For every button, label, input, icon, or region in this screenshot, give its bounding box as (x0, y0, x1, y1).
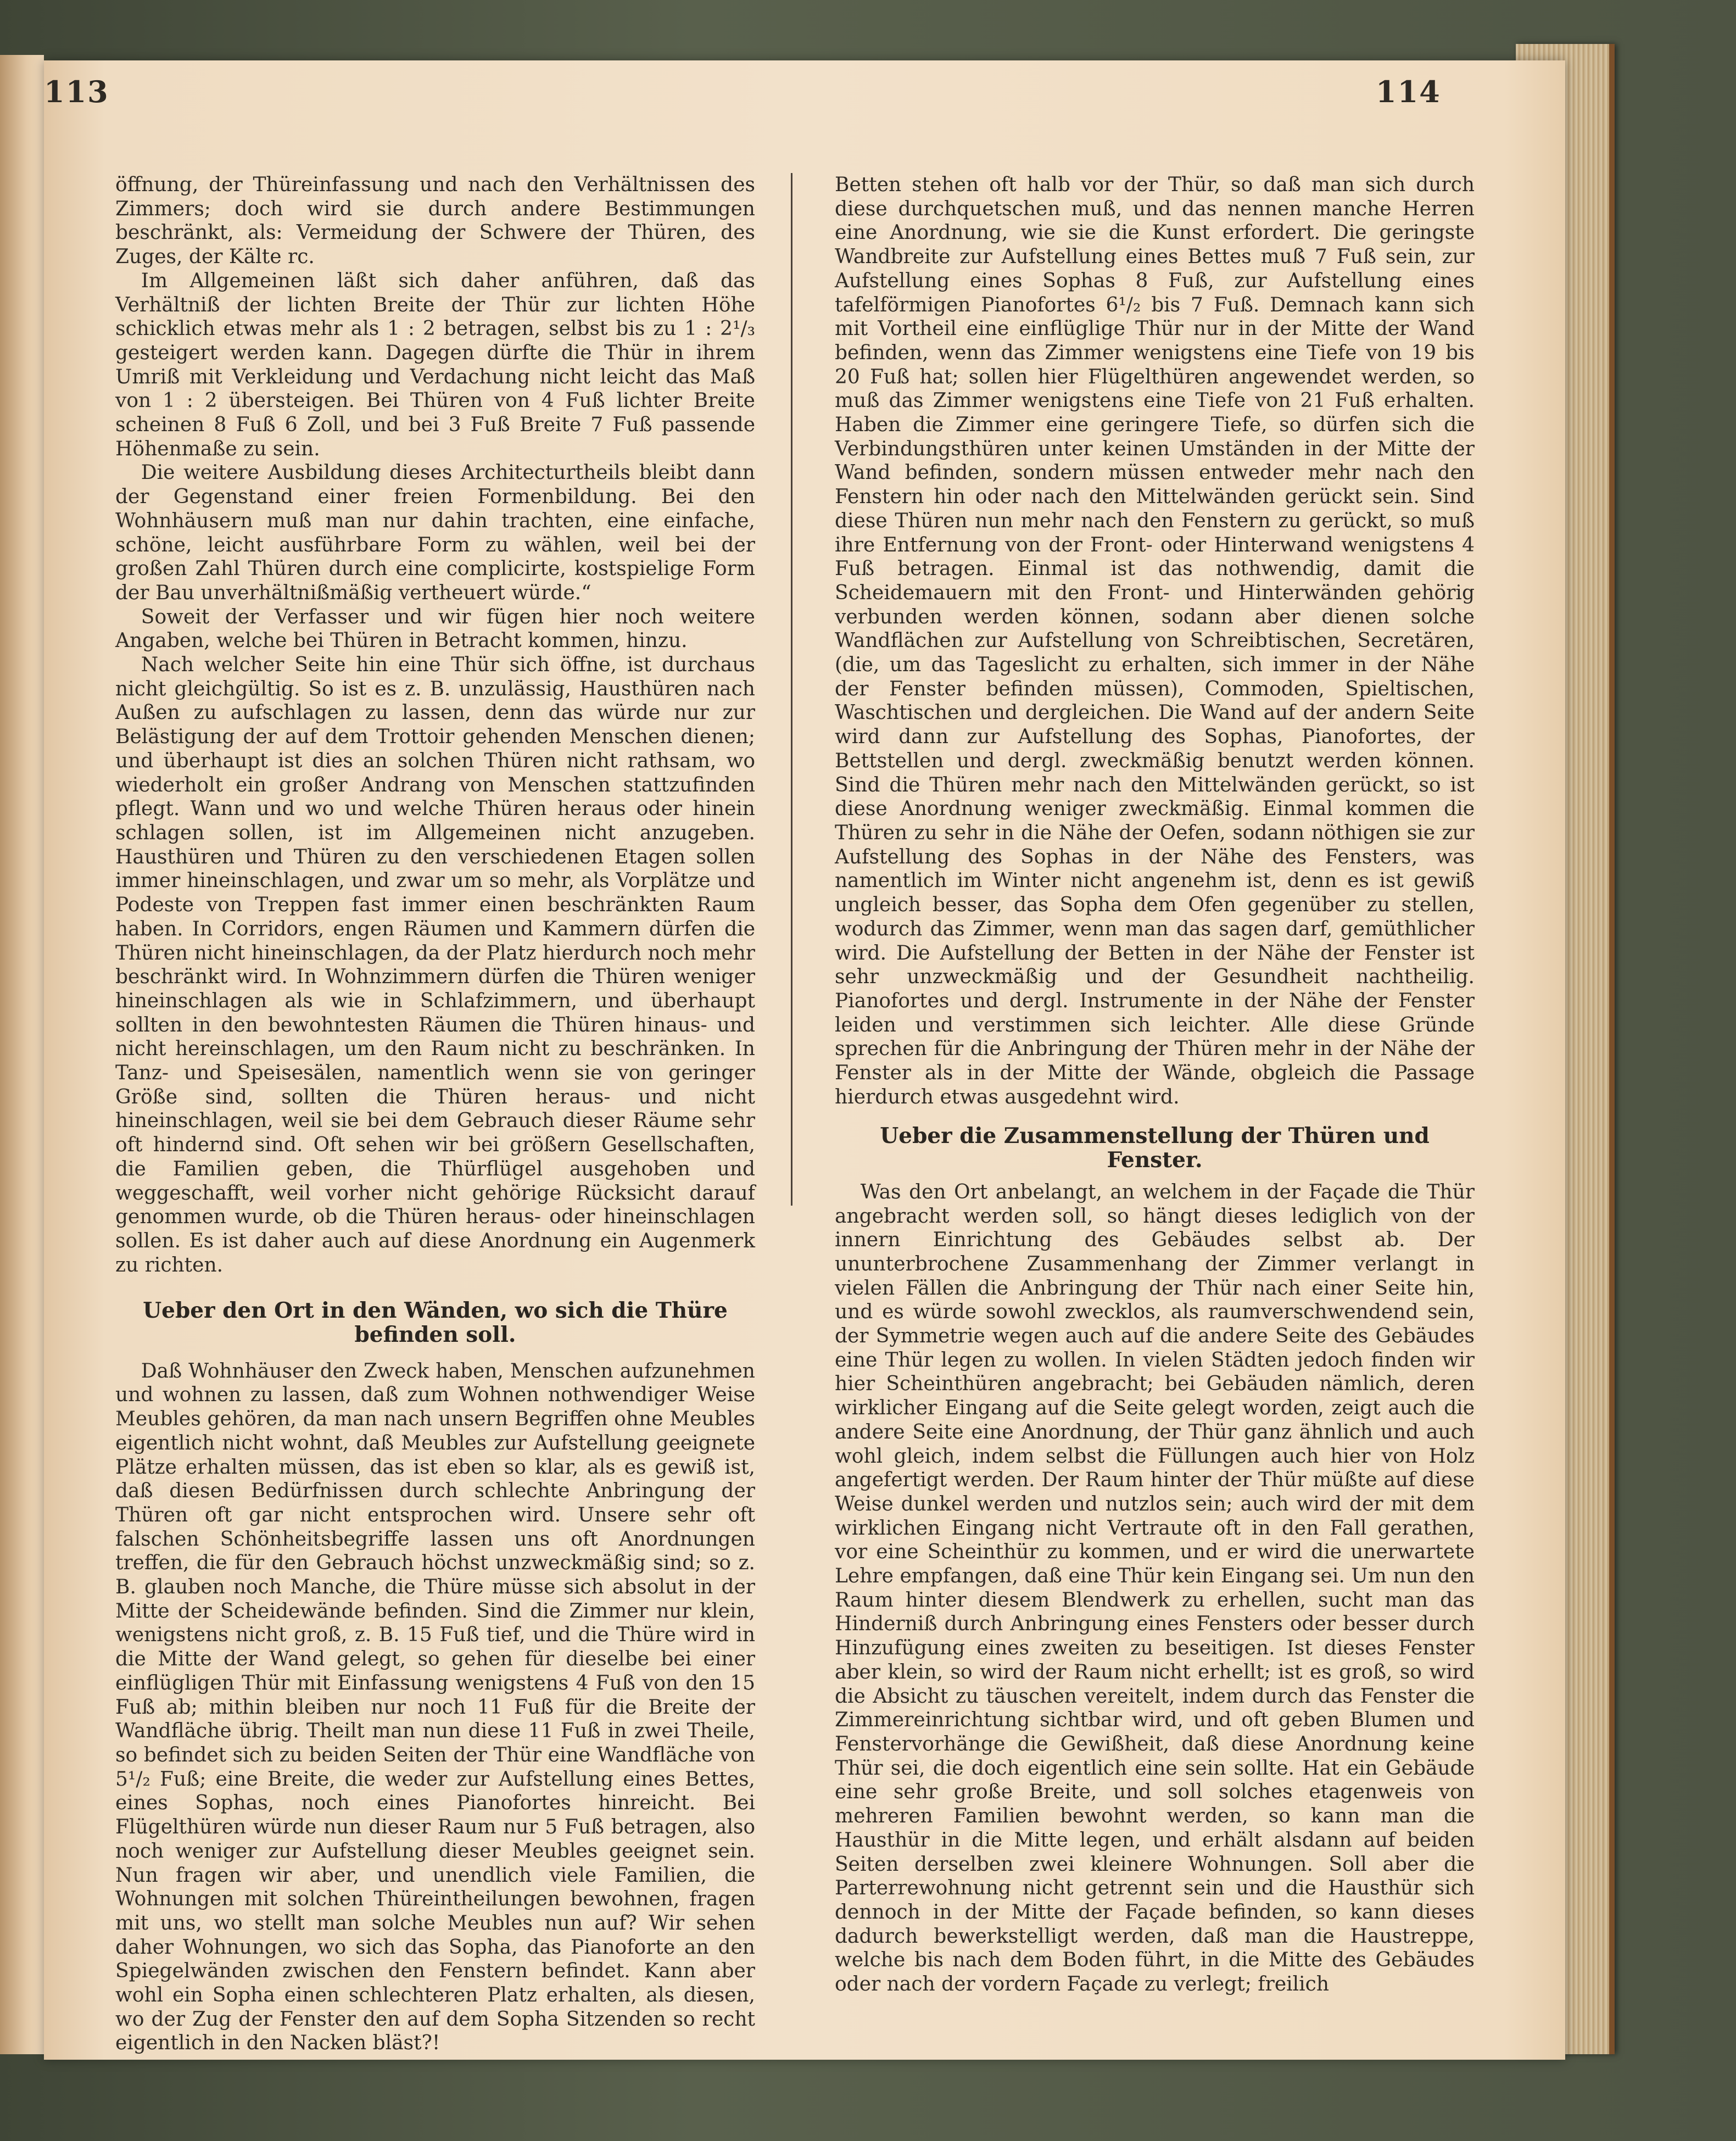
paragraph: Die weitere Ausbildung dieses Architecturtheils bleibt dann der Gegenstand einer freien Formenbildung. Bei den Wohnhäusern muß man nur dahin trachten, eine einfache, schöne, leicht ausführbare Form zu wählen, weil bei der großen Zahl Thüren durch eine complicirte, kostspielige Form der Bau unverhältnißmäßig vertheuert würde.“ (115, 461, 755, 604)
previous-page-edge (0, 55, 44, 2054)
paragraph: Nach welcher Seite hin eine Thür sich öffne, ist durchaus nicht gleichgültig. So ist es z. B. unzulässig, Hausthüren nach Außen zu aufschlagen zu lassen, denn das würde nur zur Belästigung der auf dem Trottoir gehenden Menschen dienen; und überhaupt ist dies an solchen Thüren nicht rathsam, wo wiederholt ein großer Andrang von Menschen stattzufinden pflegt. Wann und wo und welche Thüren heraus oder hinein schlagen sollen, ist im Allgemeinen nicht anzugeben. Hausthüren und Thüren zu den verschiedenen Etagen sollen immer hineinschlagen, und zwar um so mehr, als Vorplätze und Podeste von Treppen fast immer einen beschränkten Raum haben. In Corridors, engen Räumen und Kammern dürfen die Thüren nicht hineinschlagen, da der Platz hierdurch noch mehr beschränkt wird. In Wohnzimmern dürfen die Thüren weniger hineinschlagen als wie in Schlafzimmern, und überhaupt sollten in den bewohntesten Räumen die Thüren hinaus- und nicht hereinschlagen, um den Raum nicht zu beschränken. In Tanz- und Speisesälen, namentlich wenn sie von geringer Größe sind, sollten die Thüren heraus- und nicht hineinschlagen, weil sie bei dem Gebrauch dieser Räume sehr oft hindernd sind. Oft sehen wir bei größern Gesellschaften, die Familien geben, die Thürflügel ausgehoben und weggeschafft, weil vorher nicht gehörige Rücksicht darauf genommen wurde, ob die Thüren heraus- oder hineinschlagen sollen. Es ist daher auch auf diese Anordnung ein Augenmerk zu richten. (115, 654, 755, 1276)
paragraph: öffnung, der Thüreinfassung und nach den Verhältnissen des Zimmers; doch wird sie durch andere Bestimmungen beschränkt, als: Vermeidung der Schwere der Thüren, des Zuges, der Kälte rc. (115, 174, 755, 269)
page-number-left: 113 (44, 74, 109, 109)
paragraph: Daß Wohnhäuser den Zweck haben, Menschen aufzunehmen und wohnen zu lassen, daß zum Wohnen nothwendiger Weise Meubles gehören, da man nach unsern Begriffen ohne Meubles eigentlich nicht wohnt, daß Meubles zur Aufstellung geeignete Plätze erhalten müssen, das ist eben so klar, als es gewiß ist, daß diesen Bedürfnissen durch schlechte Anbringung der Thüren oft gar nicht entsprochen wird. Unsere sehr oft falschen Schönheitsbegriffe lassen uns oft Anordnungen treffen, die für den Gebrauch höchst unzweckmäßig sind; so z. B. glauben noch Manche, die Thüre müsse sich absolut in der Mitte der Scheidewände befinden. Sind die Zimmer nur klein, wenigstens nicht groß, z. B. 15 Fuß tief, und die Thüre wird in die Mitte der Wand gelegt, so gehen für dieselbe bei einer einflügligen Thür mit Einfassung wenigstens 4 Fuß von den 15 Fuß ab; mithin bleiben nur noch 11 Fuß für die Breite der Wandfläche übrig. Theilt man nun diese 11 Fuß in zwei Theile, so befindet sich zu beiden Seiten der Thür eine Wandfläche von 5¹/₂ Fuß; eine Breite, die weder zur Aufstellung eines Bettes, eines Sophas, noch eines Pianofortes hinreicht. Bei Flügelthüren würde nun dieser Raum nur 5 Fuß betragen, also noch weniger zur Aufstellung dieser Meubles geeignet sein. Nun fragen wir aber, und unendlich viele Familien, die Wohnungen mit solchen Thüreintheilungen bewohnen, fragen mit uns, wo stellt man solche Meubles nun auf? Wir sehen daher Wohnungen, wo sich das Sopha, das Pianoforte an den Spiegelwänden zwischen den Fenstern befindet. Kann aber wohl ein Sopha einen schlechteren Platz erhalten, als diesen, wo der Zug der Fenster den auf dem Sopha Sitzenden so recht eigentlich in den Nacken bläst?! (115, 1359, 755, 2055)
paragraph: Im Allgemeinen läßt sich daher anführen, daß das Verhältniß der lichten Breite der Thür zur lichten Höhe schicklich etwas mehr als 1 : 2 betragen, selbst bis zu 1 : 2¹/₃ gesteigert werden kann. Dagegen dürfte die Thür in ihrem Umriß mit Verkleidung und Verdachung nicht leicht das Maß von 1 : 2 übersteigen. Bei Thüren von 4 Fuß lichter Breite scheinen 8 Fuß 6 Zoll, und bei 3 Fuß Breite 7 Fuß passende Höhenmaße zu sein. (115, 269, 755, 460)
paragraph: Soweit der Verfasser und wir fügen hier noch weitere Angaben, welche bei Thüren in Betracht kommen, hinzu. (115, 605, 755, 653)
left-text-column (115, 173, 755, 2055)
page-number-right: 114 (1376, 74, 1441, 109)
paragraph: Was den Ort anbelangt, an welchem in der Façade die Thür angebracht werden soll, so hängt dieses lediglich von der innern Einrichtung des Gebäudes selbst ab. Der ununterbrochene Zusammenhang der Zimmer verlangt in vielen Fällen die Anbringung der Thür nach einer Seite hin, und es würde sowohl zwecklos, als raumverschwendend sein, der Symmetrie wegen auch auf die andere Seite des Gebäudes eine Thür legen zu wollen. In vielen Städten jedoch finden wir hier Scheinthüren angebracht; bei Gebäuden nämlich, deren wirklicher Eingang auf die Seite gelegt worden, zeigt auch die andere Seite eine Anordnung, der Thür ganz ähnlich und auch wohl gleich, indem selbst die Füllungen auch hier von Holz angefertigt werden. Der Raum hinter der Thür müßte auf diese Weise dunkel werden und nutzlos sein; auch wird der mit dem wirklichen Eingang nicht Vertraute oft in den Fall gerathen, vor eine Scheinthür zu kommen, und er wird die unerwartete Lehre empfangen, daß eine Thür kein Eingang sei. Um nun den Raum hinter diesem Blendwerk zu erhellen, sucht man das Hinderniß durch Anbringung eines Fensters oder besser durch Hinzufügung eines zweiten zu beseitigen. Ist dieses Fenster aber klein, so wird der Raum nicht erhellt; ist es groß, so wird die Absicht zu täuschen vereitelt, indem durch das Fenster die Zimmereinrichtung sichtbar wird, und oft geben Blumen und Fenstervorhänge die Gewißheit, daß diese Anordnung keine Thür sei, die doch eigentlich eine sein sollte. Hat ein Gebäude eine sehr große Breite, und soll solches etagenweis von mehreren Familien bewohnt werden, so kann man die Hausthür in die Mitte legen, und erhält alsdann auf beiden Seiten derselben zwei kleinere Wohnungen. Soll aber die Parterrewohnung nicht getrennt sein und die Hausthür sich dennoch in der Mitte der Façade befinden, so kann dieses dadurch bewerkstelligt werden, daß man die Haustreppe, welche bis nach dem Boden führt, in die Mitte des Gebäudes oder nach der vordern Façade zu verlegt; freilich (835, 1180, 1475, 1996)
section-heading: Ueber die Zusammenstellung der Thüren und Fenster. (880, 1123, 1430, 1173)
column-divider (791, 173, 792, 1206)
right-text-column (835, 173, 1475, 1996)
section-heading: Ueber den Ort in den Wänden, wo sich die Thüre befinden soll. (143, 1298, 728, 1348)
paragraph: Betten stehen oft halb vor der Thür, so daß man sich durch diese durchquetschen muß, und das nennen manche Herren eine Anordnung, wie sie die Kunst erfordert. Die geringste Wandbreite zur Aufstellung eines Bettes muß 7 Fuß sein, zur Aufstellung eines Sophas 8 Fuß, zur Aufstellung eines tafelförmigen Pianofortes 6¹/₂ bis 7 Fuß. Demnach kann sich mit Vortheil eine einflüglige Thür nur in der Mitte der Wand befinden, wenn das Zimmer wenigstens eine Tiefe von 19 bis 20 Fuß hat; sollen hier Flügelthüren angewendet werden, so muß das Zimmer wenigstens eine Tiefe von 21 Fuß erhalten. Haben die Zimmer eine geringere Tiefe, so dürfen sich die Verbindungsthüren unter keinen Umständen in der Mitte der Wand befinden, sondern müssen entweder mehr nach den Fenstern hin oder nach den Mittelwänden gerückt sein. Sind diese Thüren nun mehr nach den Fenstern zu gerückt, so muß ihre Entfernung von der Front- oder Hinterwand wenigstens 4 Fuß betragen. Einmal ist das nothwendig, damit die Scheidemauern mit den Front- und Hinterwänden gehörig verbunden werden können, sodann aber dienen solche Wandflächen zur Aufstellung von Schreibtischen, Secretären, (die, um das Tageslicht zu erhalten, sich immer in der Nähe der Fenster befinden müssen), Commoden, Spieltischen, Waschtischen und dergleichen. Die Wand auf der andern Seite wird dann zur Aufstellung des Sophas, Pianofortes, der Bettstellen und dergl. zweckmäßig benutzt werden können. Sind die Thüren mehr nach den Mittelwänden gerückt, so ist diese Anordnung weniger zweckmäßig. Einmal kommen die Thüren zu sehr in die Nähe der Oefen, sodann nöthigen sie zur Aufstellung des Sophas in der Nähe des Fensters, was namentlich im Winter nicht angenehm ist, denn es ist gewiß ungleich besser, das Sopha dem Ofen gegenüber zu stellen, wodurch das Zimmer, wenn man das sagen darf, gemüthlicher wird. Die Aufstellung der Betten in der Nähe der Fenster ist sehr unzweckmäßig und der Gesundheit nachtheilig. Pianofortes und dergl. Instrumente in der Nähe der Fenster leiden und verstimmen sich leichter. Alle diese Gründe sprechen für die Anbringung der Thüren mehr in der Nähe der Fenster als in der Mitte der Wände, obgleich die Passage hierdurch etwas ausgedehnt wird. (835, 174, 1475, 1108)
